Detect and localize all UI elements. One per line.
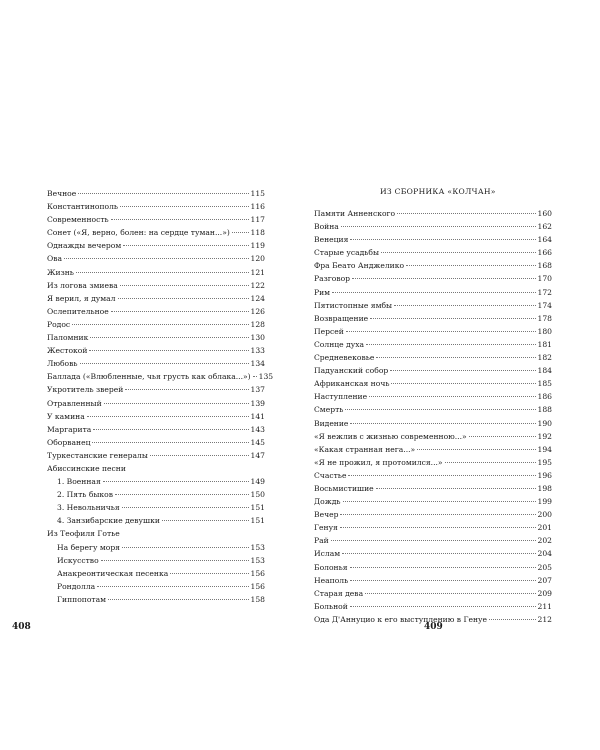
toc-entry — [47, 187, 265, 200]
toc-entry-title: «Я вежлив с жизнью современною...» — [314, 431, 467, 441]
toc-entry — [314, 207, 552, 220]
page-number: 409 — [424, 622, 443, 632]
toc-entry-title: 1. Военная — [57, 477, 101, 487]
toc-entry-title: Персей — [314, 326, 344, 336]
toc-entry — [47, 514, 265, 527]
toc-entry-page: 153 — [250, 555, 265, 565]
toc-entry-page: 195 — [537, 457, 552, 467]
toc-entry-title: Вечер — [314, 510, 339, 520]
toc-entry-title: Из логова змиева — [47, 280, 118, 290]
dot-leader — [342, 553, 535, 554]
dot-leader — [489, 619, 536, 620]
dot-leader — [352, 278, 535, 279]
dot-leader — [87, 416, 249, 417]
toc-entry — [314, 259, 552, 272]
dot-leader — [97, 586, 248, 587]
toc-entry — [47, 292, 265, 305]
toc-entry-page: 172 — [537, 287, 552, 297]
toc-entry-title: Ова — [47, 254, 63, 264]
toc-entry-page: 147 — [250, 450, 265, 460]
toc-entry — [47, 383, 265, 396]
toc-entry — [314, 364, 552, 377]
toc-entry — [314, 286, 552, 299]
toc-entry — [314, 534, 552, 547]
toc-entry-title: Болонья — [314, 562, 348, 572]
dot-leader — [343, 501, 536, 502]
dot-leader — [365, 593, 535, 594]
dot-leader — [232, 232, 249, 233]
toc-entry-title: Ода Д'Аннуцио к его выступлению в Генуе — [314, 614, 487, 624]
toc-group-title: Из Теофиля Готье — [47, 529, 120, 539]
dot-leader — [72, 324, 248, 325]
dot-leader — [90, 337, 248, 338]
toc-entry-page: 156 — [250, 568, 265, 578]
toc-entry — [47, 370, 274, 383]
toc-entry-title: Сонет («Я, верно, болен: на сердце туман...») — [47, 228, 230, 238]
toc-entry — [47, 593, 265, 606]
dot-leader — [118, 298, 249, 299]
toc-entry-page: 115 — [250, 189, 265, 198]
toc-entry-page: 162 — [537, 222, 552, 232]
dot-leader — [170, 573, 248, 574]
toc-entry-page: 168 — [537, 261, 552, 271]
toc-entry-page: 201 — [537, 523, 552, 533]
toc-entry — [47, 318, 265, 331]
toc-entry-page: 198 — [537, 483, 552, 493]
toc-entry — [47, 239, 265, 252]
toc-entry-title: 3. Невольничья — [57, 503, 120, 513]
toc-entry — [314, 246, 552, 259]
dot-leader — [80, 363, 249, 364]
toc-entry — [314, 272, 552, 285]
dot-leader — [346, 331, 536, 332]
toc-entry-title: Счастье — [314, 470, 347, 480]
dot-leader — [123, 245, 248, 246]
toc-entry-title: 4. Занзибарские девушки — [57, 516, 160, 526]
toc-entry — [47, 344, 265, 357]
toc-entry-title: Восьмистишие — [314, 483, 374, 493]
toc-entry-page: 184 — [537, 366, 552, 376]
toc-entry — [314, 469, 552, 482]
toc-entry-title: Разговор — [314, 274, 351, 284]
dot-leader — [115, 494, 248, 495]
toc-entry-page: 137 — [250, 385, 265, 395]
toc-entry — [314, 495, 552, 508]
toc-entry-title: Возвращение — [314, 313, 369, 323]
toc-entry — [47, 580, 265, 593]
dot-leader — [345, 409, 535, 410]
dot-leader — [78, 193, 248, 194]
toc-entry-page: 160 — [537, 209, 552, 218]
toc-entry-page: 151 — [250, 516, 265, 526]
toc-entry-page: 188 — [537, 405, 552, 415]
dot-leader — [370, 318, 535, 319]
toc-entry-page: 186 — [537, 392, 552, 402]
toc-entry — [47, 279, 265, 292]
toc-entry-title: На берегу моря — [57, 542, 120, 552]
toc-entry-page: 120 — [250, 254, 265, 264]
toc-entry-title: Больной — [314, 601, 348, 611]
toc-entry — [47, 541, 265, 554]
toc-entry-page: 122 — [250, 280, 265, 290]
dot-leader — [120, 206, 248, 207]
dot-leader — [350, 606, 536, 607]
toc-entry — [47, 226, 265, 239]
toc-entry-title: Отравленный — [47, 398, 102, 408]
toc-entry — [47, 200, 265, 213]
toc-entry-page: 143 — [250, 424, 265, 434]
dot-leader — [103, 481, 249, 482]
toc-entry-title: Средневековье — [314, 353, 375, 363]
toc-entry — [47, 331, 265, 344]
dot-leader — [76, 272, 249, 273]
toc-entry — [314, 443, 552, 456]
toc-entry — [314, 600, 552, 613]
toc-entry-page: 178 — [537, 313, 552, 323]
toc-entry-page: 128 — [250, 319, 265, 329]
toc-entry-title: Падуанский собор — [314, 366, 389, 376]
toc-entry — [47, 357, 265, 370]
toc-entry-title: Туркестанские генералы — [47, 450, 148, 460]
right-toc-list — [314, 207, 552, 626]
dot-leader — [332, 292, 535, 293]
toc-entry-title: Неаполь — [314, 575, 349, 585]
toc-entry-page: 194 — [537, 444, 552, 454]
toc-entry-page: 192 — [537, 431, 552, 441]
toc-entry — [314, 574, 552, 587]
toc-entry-title: Укротитель зверей — [47, 385, 124, 395]
toc-entry-title: Жизнь — [47, 267, 74, 277]
toc-entry-page: 209 — [537, 588, 552, 598]
toc-entry-page: 211 — [537, 601, 552, 611]
toc-entry-page: 130 — [250, 333, 265, 343]
toc-entry-page: 145 — [250, 437, 265, 447]
dot-leader — [366, 344, 535, 345]
toc-entry-page: 151 — [250, 503, 265, 513]
dot-leader — [111, 311, 249, 312]
toc-entry-title: Дождь — [314, 497, 341, 507]
toc-entry-title: Африканская ночь — [314, 379, 390, 389]
toc-entry-page: 174 — [537, 300, 552, 310]
dot-leader — [469, 436, 536, 437]
toc-entry-title: Однажды вечером — [47, 241, 122, 251]
dot-leader — [350, 423, 535, 424]
toc-entry — [47, 305, 265, 318]
dot-leader — [150, 455, 249, 456]
toc-entry-title: Родос — [47, 319, 71, 329]
toc-entry — [47, 501, 265, 514]
dot-leader — [108, 599, 248, 600]
toc-group-heading — [47, 527, 265, 540]
toc-entry — [314, 403, 552, 416]
toc-entry-page: 119 — [250, 241, 265, 251]
dot-leader — [253, 376, 257, 377]
toc-entry — [314, 561, 552, 574]
toc-entry-title: Маргарита — [47, 424, 92, 434]
toc-entry-page: 153 — [250, 542, 265, 552]
dot-leader — [92, 442, 248, 443]
toc-entry-page: 133 — [250, 346, 265, 356]
toc-entry-page: 204 — [537, 549, 552, 559]
toc-entry-page: 158 — [250, 594, 265, 604]
toc-entry — [314, 417, 552, 430]
dot-leader — [89, 350, 248, 351]
toc-entry-title: Гиппопотам — [57, 594, 107, 604]
toc-group-title: Абиссинские песни — [47, 463, 126, 473]
dot-leader — [376, 488, 536, 489]
toc-entry-title: Искусство — [57, 555, 99, 565]
dot-leader — [390, 370, 535, 371]
toc-entry-title: Жестокой — [47, 346, 88, 356]
toc-entry — [314, 456, 552, 469]
toc-group-heading — [47, 462, 265, 475]
toc-entry-title: Рондолла — [57, 581, 96, 591]
toc-entry-title: Фра Беато Анджелико — [314, 261, 405, 271]
toc-entry-title: Пятистопные ямбы — [314, 300, 393, 310]
toc-entry — [47, 410, 265, 423]
toc-entry-title: Памяти Анненского — [314, 209, 396, 218]
toc-entry-title: Смерть — [314, 405, 344, 415]
dot-leader — [417, 449, 535, 450]
toc-entry-page: 141 — [250, 411, 265, 421]
dot-leader — [350, 239, 535, 240]
toc-entry-title: «Я не прожил, я протомился...» — [314, 457, 443, 467]
toc-entry — [47, 567, 265, 580]
toc-entry-title: Война — [314, 222, 339, 232]
toc-entry — [314, 312, 552, 325]
toc-entry — [47, 266, 265, 279]
toc-entry-title: Вечное — [47, 189, 77, 198]
toc-entry — [314, 325, 552, 338]
dot-leader — [93, 429, 248, 430]
toc-entry-title: Любовь — [47, 359, 78, 369]
toc-entry-page: 139 — [250, 398, 265, 408]
toc-entry-page: 124 — [250, 293, 265, 303]
toc-entry-page: 135 — [258, 372, 274, 382]
dot-leader — [394, 305, 535, 306]
toc-entry-title: Анакреонтическая песенка — [57, 568, 169, 578]
toc-entry-title: Ослепительное — [47, 306, 109, 316]
toc-entry-page: 205 — [537, 562, 552, 572]
dot-leader — [350, 567, 536, 568]
toc-entry — [314, 508, 552, 521]
toc-entry-page: 196 — [537, 470, 552, 480]
right-page — [300, 0, 600, 750]
dot-leader — [111, 219, 249, 220]
dot-leader — [406, 265, 535, 266]
dot-leader — [125, 389, 248, 390]
toc-entry — [47, 423, 265, 436]
toc-entry-page: 150 — [250, 490, 265, 500]
toc-entry-page: 212 — [537, 614, 552, 624]
toc-entry — [314, 521, 552, 534]
toc-entry — [314, 547, 552, 560]
toc-entry — [314, 351, 552, 364]
toc-entry-title: Генуя — [314, 523, 338, 533]
toc-entry-page: 200 — [537, 510, 552, 520]
dot-leader — [369, 396, 535, 397]
toc-entry — [314, 587, 552, 600]
toc-entry-page: 190 — [537, 418, 552, 428]
dot-leader — [340, 527, 536, 528]
left-toc-list — [47, 187, 274, 606]
toc-entry-title: Оборванец — [47, 437, 91, 447]
page-number: 408 — [12, 622, 31, 632]
dot-leader — [120, 285, 249, 286]
dot-leader — [162, 520, 249, 521]
section-heading: ИЗ СБОРНИКА «КОЛЧАН» — [380, 187, 496, 196]
toc-entry-title: Современность — [47, 215, 109, 225]
dot-leader — [445, 462, 536, 463]
toc-entry-title: Старые усадьбы — [314, 248, 380, 258]
toc-entry-title: Я верил, я думал — [47, 293, 116, 303]
toc-entry — [314, 430, 552, 443]
toc-entry-page: 185 — [537, 379, 552, 389]
dot-leader — [122, 507, 249, 508]
dot-leader — [397, 213, 535, 214]
dot-leader — [348, 475, 535, 476]
toc-entry — [314, 220, 552, 233]
toc-entry — [47, 252, 265, 265]
toc-entry-title: Венеция — [314, 235, 349, 245]
toc-entry-page: 199 — [537, 497, 552, 507]
toc-entry — [314, 377, 552, 390]
dot-leader — [376, 357, 535, 358]
dot-leader — [101, 560, 249, 561]
dot-leader — [391, 383, 535, 384]
toc-entry-page: 117 — [250, 215, 265, 225]
toc-entry-title: Видение — [314, 418, 349, 428]
toc-entry-title: 2. Пять быков — [57, 490, 114, 500]
dot-leader — [350, 580, 535, 581]
dot-leader — [122, 547, 249, 548]
toc-entry-page: 134 — [250, 359, 265, 369]
toc-entry-title: «Какая странная нега...» — [314, 444, 416, 454]
toc-entry — [314, 390, 552, 403]
toc-entry-page: 149 — [250, 477, 265, 487]
toc-entry — [47, 213, 265, 226]
toc-entry — [314, 482, 552, 495]
toc-entry-page: 164 — [537, 235, 552, 245]
toc-entry-title: Старая дева — [314, 588, 364, 598]
toc-entry-title: У камина — [47, 411, 85, 421]
dot-leader — [341, 226, 536, 227]
toc-entry — [314, 338, 552, 351]
toc-entry-page: 181 — [537, 339, 552, 349]
toc-entry — [47, 475, 265, 488]
dot-leader — [104, 403, 249, 404]
dot-leader — [340, 514, 535, 515]
toc-entry — [47, 397, 265, 410]
toc-entry-page: 207 — [537, 575, 552, 585]
toc-entry-title: Солнце духа — [314, 339, 365, 349]
toc-entry-page: 116 — [250, 202, 265, 212]
toc-entry-page: 118 — [250, 228, 265, 238]
dot-leader — [331, 540, 536, 541]
toc-entry-page: 202 — [537, 536, 552, 546]
toc-entry-title: Рим — [314, 287, 331, 297]
toc-entry-title: Паломник — [47, 333, 89, 343]
toc-entry-title: Наступление — [314, 392, 368, 402]
toc-entry-page: 126 — [250, 306, 265, 316]
dot-leader — [381, 252, 535, 253]
toc-entry-page: 180 — [537, 326, 552, 336]
toc-entry — [314, 233, 552, 246]
toc-entry-title: Рай — [314, 536, 329, 546]
toc-entry-page: 170 — [537, 274, 552, 284]
toc-entry-title: Константинополь — [47, 202, 119, 212]
toc-entry-page: 182 — [537, 353, 552, 363]
dot-leader — [64, 258, 248, 259]
toc-entry — [47, 488, 265, 501]
toc-entry — [47, 436, 265, 449]
toc-entry — [314, 299, 552, 312]
toc-entry — [47, 554, 265, 567]
toc-entry-page: 156 — [250, 581, 265, 591]
toc-entry-title: Ислам — [314, 549, 341, 559]
toc-entry-title: Баллада («Влюбленные, чья грусть как облака...») — [47, 372, 251, 382]
toc-entry-page: 121 — [250, 267, 265, 277]
toc-entry-page: 166 — [537, 248, 552, 258]
toc-entry — [47, 449, 265, 462]
